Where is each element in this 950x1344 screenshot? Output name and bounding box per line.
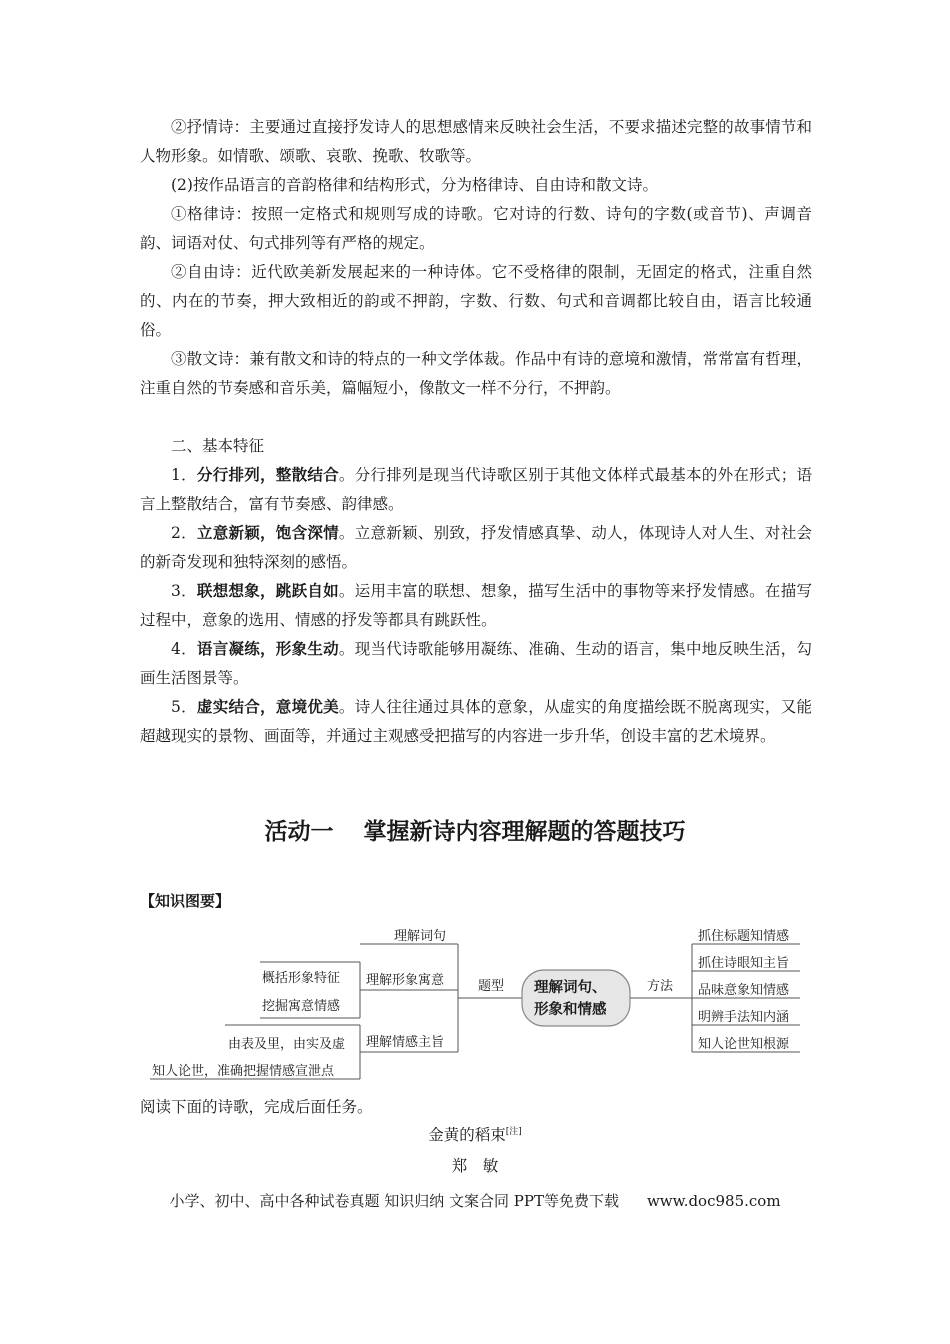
classification-text [140, 113, 812, 403]
feature-item: 1．分行排列，整散结合。分行排列是现当代诗歌区别于其他文体样式最基本的外在形式；语言上整散结合，富有节奏感、韵律感。 [140, 466, 812, 513]
footer-text: 小学、初中、高中各种试卷真题 知识归纳 文案合同 PPT等免费下载 [169, 1192, 619, 1210]
method-item: 品味意象知情感 [698, 983, 790, 998]
method-item: 抓住标题知情感 [698, 929, 790, 944]
type-label: 题型 [478, 979, 505, 994]
paragraph-regulated-verse: ①格律诗：按照一定格式和规则写成的诗歌。它对诗的行数、诗句的字数(或音节)、声调音韵、词语对仗、句式排列等有严格的规定。 [140, 205, 812, 252]
page-footer [0, 1190, 950, 1211]
feature-item: 5．虚实结合，意境优美。诗人往往通过具体的意象，从虚实的角度描绘既不脱离现实，又能超越现实的景物、画面等，并通过主观感受把描写的内容进一步升华，创设丰富的艺术境界。 [140, 698, 812, 745]
footer-site: www.doc985.com [646, 1192, 781, 1210]
poem-author: 郑 敏 [451, 1157, 499, 1175]
feature-item: 4．语言凝练，形象生动。现当代诗歌能够用凝练、准确、生动的语言，集中地反映生活，勾画生活图景等。 [140, 640, 812, 687]
reading-instruction: 阅读下面的诗歌，完成后面任务。 [140, 1098, 373, 1116]
poem-title: 金黄的稻束[注] [428, 1126, 522, 1144]
branch1-label: 理解词句 [394, 929, 447, 944]
feature-item: 3．联想想象，跳跃自如。运用丰富的联想、想象，描写生活中的事物等来抒发情感。在描写过程中，意象的选用、情感的抒发等都具有跳跃性。 [140, 582, 812, 629]
paragraph-prose-poem: ③散文诗：兼有散文和诗的特点的一种文学体裁。作品中有诗的意境和激情，常常富有哲理，注重自然的节奏感和音乐美，篇幅短小，像散文一样不分行，不押韵。 [140, 350, 812, 397]
method-label: 方法 [647, 979, 674, 994]
branch2-sub-label: 概括形象特征 [262, 971, 341, 986]
method-item: 知人论世知根源 [698, 1037, 790, 1052]
knowledge-tag: 【知识图要】 [140, 892, 231, 910]
paragraph-form-classification: (2)按作品语言的音韵格律和结构形式，分为格律诗、自由诗和散文诗。 [171, 176, 658, 194]
method-item: 抓住诗眼知主旨 [698, 956, 790, 971]
branch3-label: 理解情感主旨 [366, 1035, 445, 1050]
poem-note-marker: [注] [505, 1126, 522, 1137]
branch2-sub-label: 挖掘寓意情感 [262, 999, 341, 1014]
branch2-label: 理解形象寓意 [366, 973, 445, 988]
center-label-line1: 理解词句、 [534, 980, 607, 996]
features-section [140, 432, 812, 751]
paragraph-free-verse: ②自由诗：近代欧美新发展起来的一种诗体。它不受格律的限制，无固定的格式，注重自然的、内在的节奏，押大致相近的韵或不押韵，字数、行数、句式和音调都比较自由，语言比较通俗。 [140, 263, 812, 339]
branch3-sub-label: 知人论世，准确把握情感宣泄点 [152, 1064, 335, 1079]
activity-heading: 活动一 掌握新诗内容理解题的答题技巧 [264, 819, 686, 845]
center-label-line2: 形象和情感 [534, 1002, 607, 1018]
paragraph-lyric-poetry: ②抒情诗：主要通过直接抒发诗人的思想感情来反映社会生活，不要求描述完整的故事情节和人物形象。如情歌、颂歌、哀歌、挽歌、牧歌等。 [140, 118, 812, 165]
method-item: 明辨手法知内涵 [698, 1010, 790, 1025]
mind-map [140, 918, 812, 1086]
branch3-sub-label: 由表及里，由实及虚 [228, 1037, 346, 1052]
features-heading: 二、基本特征 [171, 437, 265, 455]
feature-item: 2．立意新颖，饱含深情。立意新颖、别致，抒发情感真挚、动人，体现诗人对人生、对社会的新奇发现和独特深刻的感悟。 [140, 524, 812, 571]
